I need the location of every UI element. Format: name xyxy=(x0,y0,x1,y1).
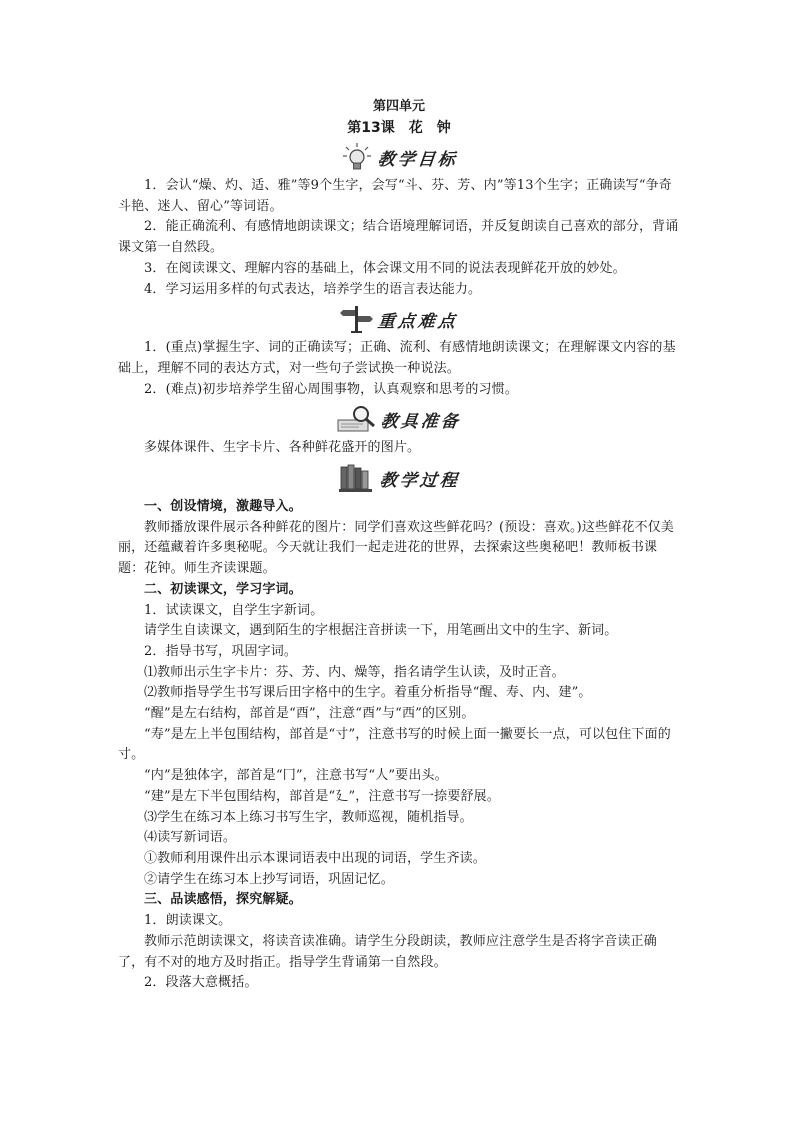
process-paragraph: ⑵教师指导学生书写课后田字格中的生字。着重分析指导“醒、寿、内、建”。 xyxy=(144,685,592,701)
process-paragraph: ⑶学生在练习本上练习书写生字，教师巡视，随机指导。 xyxy=(144,809,473,825)
keypoints-paragraph: 2．(难点)初步培养学生留心周围事物，认真观察和思考的习惯。 xyxy=(144,381,518,397)
process-paragraph: ⑴教师出示生字卡片：芬、芳、内、燥等，指名请学生认读，及时正音。 xyxy=(144,664,565,680)
process-step-heading: 三、品读感悟，探究解疑。 xyxy=(144,892,302,908)
goals-paragraph: 3．在阅读课文、理解内容的基础上，体会课文用不同的说法表现鲜花开放的妙处。 xyxy=(144,260,626,276)
section-title-keypoints: 重点难点 xyxy=(376,311,459,332)
goals-paragraph: 2．能正确流利、有感情地朗读课文；结合语境理解词语，并反复朗读自己喜欢的部分，背诵课文第一自然段。 xyxy=(118,219,679,256)
lightbulb-icon xyxy=(340,142,374,172)
process-body xyxy=(118,497,680,994)
process-paragraph: 1．试读课文，自学生字新词。 xyxy=(144,602,324,618)
document-body xyxy=(118,96,680,994)
unit-heading: 第四单元 xyxy=(372,99,425,114)
process-step-heading: 二、初读课文，学习字词。 xyxy=(144,581,302,597)
goals-paragraph: 1．会认“燥、灼、适、雅”等9个生字，会写“斗、芬、芳、内”等13个生字；正确读写“争奇斗艳、迷人、留心”等词语。 xyxy=(118,178,672,214)
process-paragraph: “寿”是左上半包围结构，部首是“寸”，注意书写的时候上面一撇要长一点，可以包住下面的寸。 xyxy=(118,726,671,763)
process-step-heading: 一、创设情境，激趣导入。 xyxy=(144,499,302,515)
lesson-title: 第13课 花 钟 xyxy=(347,120,451,136)
process-paragraph: “内”是独体字，部首是“冂”，注意书写“人”要出头。 xyxy=(144,768,448,784)
goals-body xyxy=(118,176,680,300)
process-paragraph: ②请学生在练习本上抄写词语，巩固记忆。 xyxy=(144,871,394,887)
process-paragraph: 请学生自读课文，遇到陌生的字根据注音拼读一下，用笔画出文中的生字、新词。 xyxy=(144,623,618,639)
process-paragraph: 2．段落大意概括。 xyxy=(144,975,258,991)
materials-paragraph: 多媒体课件、生字卡片、各种鲜花盛开的图片。 xyxy=(144,440,421,456)
materials-body xyxy=(118,438,680,459)
process-paragraph: “醒”是左右结构，部首是“酉”，注意“酉”与“西”的区别。 xyxy=(144,706,475,722)
keypoints-paragraph: 1．(重点)掌握生字、词的正确读写；正确、流利、有感情地朗读课文；在理解课文内容的基础上，理解不同的表达方式，对一些句子尝试换一种说法。 xyxy=(118,340,676,376)
magnifier-icon xyxy=(337,404,377,434)
section-header-keypoints xyxy=(118,302,680,336)
section-header-goals xyxy=(118,140,680,174)
section-title-materials: 教具准备 xyxy=(379,411,462,432)
signpost-icon xyxy=(340,304,374,334)
process-paragraph: 教师播放课件展示各种鲜花的图片：同学们喜欢这些鲜花吗？(预设：喜欢。)这些鲜花不仅美丽，还蕴藏着许多奥秘呢。今天就让我们一起走进花的世界，去探索这些奥秘吧！教师板书课题：花钟。师生齐读课题。 xyxy=(118,519,674,577)
goals-paragraph: 4．学习运用多样的句式表达，培养学生的语言表达能力。 xyxy=(144,281,482,297)
section-header-materials xyxy=(118,402,680,436)
section-title-goals: 教学目标 xyxy=(376,149,459,170)
keypoints-body xyxy=(118,338,680,400)
process-paragraph: 教师示范朗读课文，将读音读准确。请学生分段朗读，教师应注意学生是否将字音读正确了，有不对的地方及时指正。指导学生背诵第一自然段。 xyxy=(118,933,657,970)
process-paragraph: 1．朗读课文。 xyxy=(144,913,232,929)
process-paragraph: ①教师利用课件出示本课词语表中出现的词语，学生齐读。 xyxy=(144,850,486,866)
process-paragraph: ⑷读写新词语。 xyxy=(144,830,237,846)
section-title-process: 教学过程 xyxy=(378,470,461,491)
process-paragraph: “建”是左下半包围结构，部首是“廴”，注意书写一捺要舒展。 xyxy=(144,788,500,804)
process-paragraph: 2．指导书写，巩固字词。 xyxy=(144,643,298,659)
section-header-process xyxy=(118,461,680,495)
books-icon xyxy=(338,463,376,493)
